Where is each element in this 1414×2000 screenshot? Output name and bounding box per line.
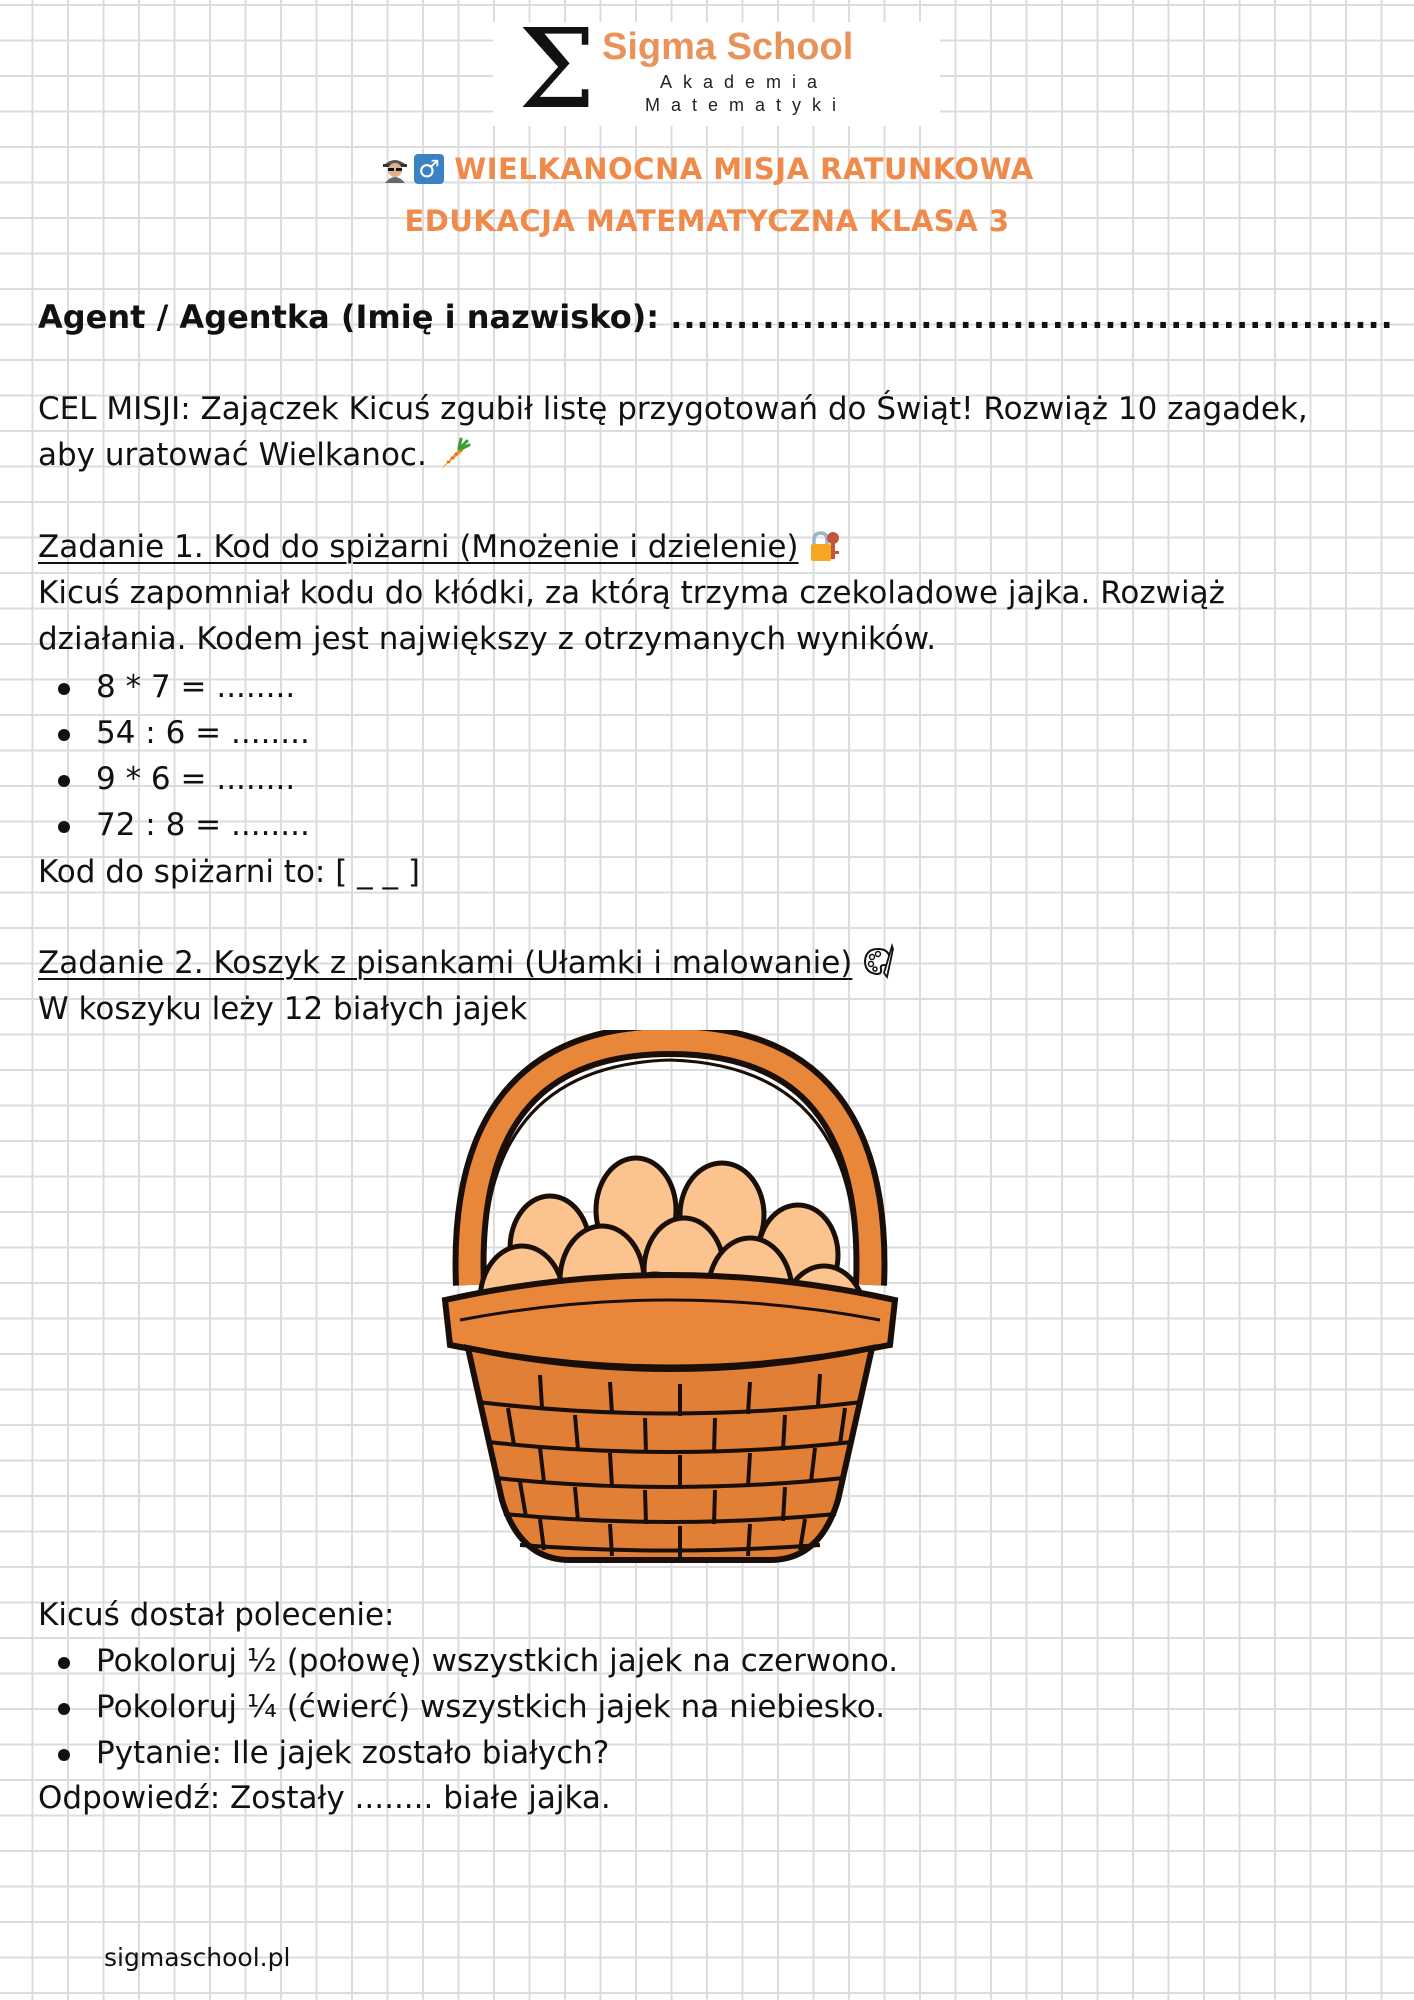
command-item: Pokoloruj ½ (połowę) wszystkich jajek na czerwono. xyxy=(38,1638,898,1684)
agent-name-field[interactable] xyxy=(38,294,1394,340)
task1-desc-line2: działania. Kodem jest największy z otrzymanych wyników. xyxy=(38,621,937,657)
task1-heading-text: Zadanie 1. Kod do spiżarni (Mnożenie i dzielenie) xyxy=(38,529,799,565)
detective-icon xyxy=(380,153,410,183)
mission-line2-wrap xyxy=(38,432,1408,478)
task2-description: W koszyku leży 12 białych jajek xyxy=(38,991,528,1027)
footer-website: sigmaschool.pl xyxy=(104,1943,291,1972)
equation-item[interactable]: 72 : 8 = ........ xyxy=(38,802,310,848)
lock-with-key-icon xyxy=(808,529,842,563)
mission-text xyxy=(38,386,1408,478)
carrot-icon xyxy=(437,437,471,471)
brand-name: Sigma School xyxy=(602,26,854,68)
command-list xyxy=(38,1638,898,1776)
agent-name-blank[interactable]: ....................................................... xyxy=(670,298,1394,336)
agent-name-label: Agent / Agentka (Imię i nazwisko): xyxy=(38,298,660,336)
worksheet-subtitle: EDUKACJA MATEMATYCZNA KLASA 3 xyxy=(404,204,1010,238)
artist-palette-icon xyxy=(862,943,896,979)
command-item: Pokoloruj ¼ (ćwierć) wszystkich jajek na niebiesko. xyxy=(38,1684,898,1730)
equation-item[interactable]: 8 * 7 = ........ xyxy=(38,664,310,710)
task1-heading xyxy=(38,524,842,570)
brand-subtitle-line2: Matematyki xyxy=(645,95,848,115)
command-intro: Kicuś dostał polecenie: xyxy=(38,1597,395,1633)
task1-description xyxy=(38,570,1225,662)
task2-answer[interactable]: Odpowiedź: Zostały ........ białe jajka. xyxy=(38,1780,611,1816)
brand-subtitle-line1: Akademia xyxy=(660,72,829,92)
equation-item[interactable]: 54 : 6 = ........ xyxy=(38,710,310,756)
title-line1: WIELKANOCNA MISJA RATUNKOWA xyxy=(454,152,1034,186)
command-item: Pytanie: Ile jajek zostało białych? xyxy=(38,1730,898,1776)
sigma-logo-icon: Σ xyxy=(518,5,596,133)
mission-line1: CEL MISJI: Zajączek Kicuś zgubił listę przygotowań do Świąt! Rozwiąż 10 zagadek, xyxy=(38,391,1308,427)
egg-basket-illustration xyxy=(440,1030,900,1590)
equation-item[interactable]: 9 * 6 = ........ xyxy=(38,756,310,802)
task1-equations xyxy=(38,664,310,848)
worksheet-title xyxy=(0,152,1414,186)
male-sign-icon: ♂ xyxy=(414,154,444,184)
pantry-code-answer[interactable]: Kod do spiżarni to: [ _ _ ] xyxy=(38,854,420,890)
mission-line2: aby uratować Wielkanoc. xyxy=(38,437,427,473)
task2-heading-text: Zadanie 2. Koszyk z pisankami (Ułamki i malowanie) xyxy=(38,945,853,981)
task1-desc-line1: Kicuś zapomniał kodu do kłódki, za którą trzyma czekoladowe jajka. Rozwiąż xyxy=(38,575,1225,611)
task2-heading xyxy=(38,940,896,986)
